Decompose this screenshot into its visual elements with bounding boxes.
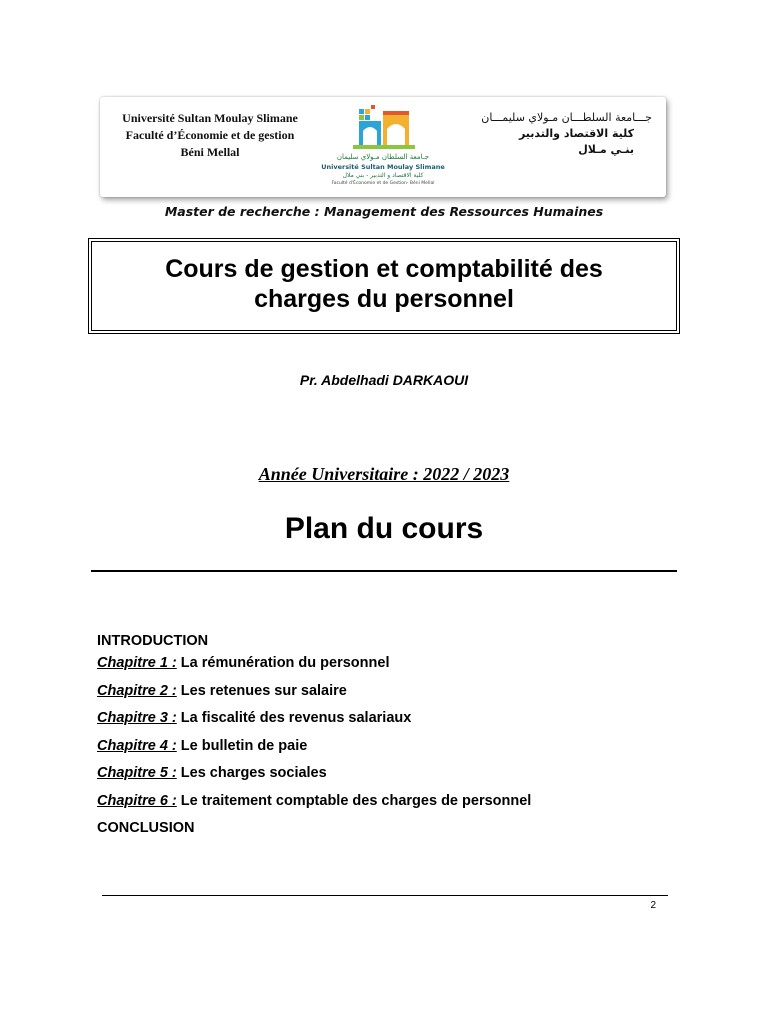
chapter-label: Chapitre 5 :	[97, 765, 177, 781]
plan-heading: Plan du cours	[284, 512, 484, 545]
university-name-fr-block	[110, 110, 310, 161]
toc-introduction: INTRODUCTION	[97, 633, 209, 649]
footer-divider	[102, 895, 668, 896]
chapter-label: Chapitre 4 :	[97, 737, 177, 754]
plan-divider	[91, 570, 677, 572]
chapter-label: Chapitre 6 :	[97, 792, 177, 809]
author-name: Pr. Abdelhadi DARKAOUI	[299, 372, 469, 388]
chapter-label: Chapitre 3 :	[97, 710, 177, 726]
faculty-name-ar: كلية الاقتصاد والتدبير	[518, 127, 634, 140]
university-header-banner	[100, 97, 666, 197]
course-title-box	[91, 241, 677, 331]
chapter-title: Le traitement comptable des charges de personnel	[180, 792, 532, 809]
university-logo	[313, 101, 453, 193]
toc-chapter-4	[97, 736, 697, 764]
course-title-line-2: charges du personnel	[254, 285, 514, 313]
logo-text-ar2: كلية الاقتصاد و التدبير - بني ملال	[342, 172, 424, 179]
logo-text-ar: جـامعة السلطان مـولاي سليمان	[336, 153, 430, 161]
chapter-title: Les charges sociales	[180, 765, 327, 781]
city-name-fr: Béni Mellal	[180, 145, 240, 159]
chapter-title: Le bulletin de paie	[180, 737, 308, 754]
page-number: 2	[650, 900, 656, 911]
program-subtitle: Master de recherche : Management des Ressources Humaines	[164, 204, 604, 219]
toc-chapter-1	[97, 653, 697, 681]
table-of-contents	[97, 631, 697, 846]
chapter-title: La fiscalité des revenus salariaux	[180, 710, 412, 726]
faculty-name-fr: Faculté d’Économie et de gestion	[125, 128, 295, 142]
toc-chapter-5	[97, 763, 697, 791]
chapter-label: Chapitre 1 :	[97, 655, 177, 671]
chapter-label: Chapitre 2 :	[97, 682, 177, 699]
university-name-ar-block	[462, 110, 652, 158]
toc-chapter-3	[97, 708, 697, 736]
logo-emblem-icon	[313, 101, 453, 153]
toc-chapter-6	[97, 791, 697, 819]
chapter-title: La rémunération du personnel	[180, 655, 390, 671]
chapter-title: Les retenues sur salaire	[180, 682, 347, 699]
toc-conclusion: CONCLUSION	[97, 820, 195, 836]
course-title	[92, 254, 676, 314]
logo-text-small: Faculté d'Économie et de Gestion- Béni Mellal	[331, 181, 435, 186]
toc-chapter-2	[97, 681, 697, 709]
logo-text-fr: Université Sultan Moulay Slimane	[321, 163, 445, 171]
university-name-fr: Université Sultan Moulay Slimane	[122, 111, 298, 125]
course-title-line-1: Cours de gestion et comptabilité des	[165, 255, 603, 283]
academic-year: Année Universitaire : 2022 / 2023	[258, 464, 510, 484]
city-name-ar: بنـي مـلال	[578, 143, 634, 156]
university-name-ar: جـــامعة السلطـــان مـولاي سليمـــان	[481, 111, 652, 124]
